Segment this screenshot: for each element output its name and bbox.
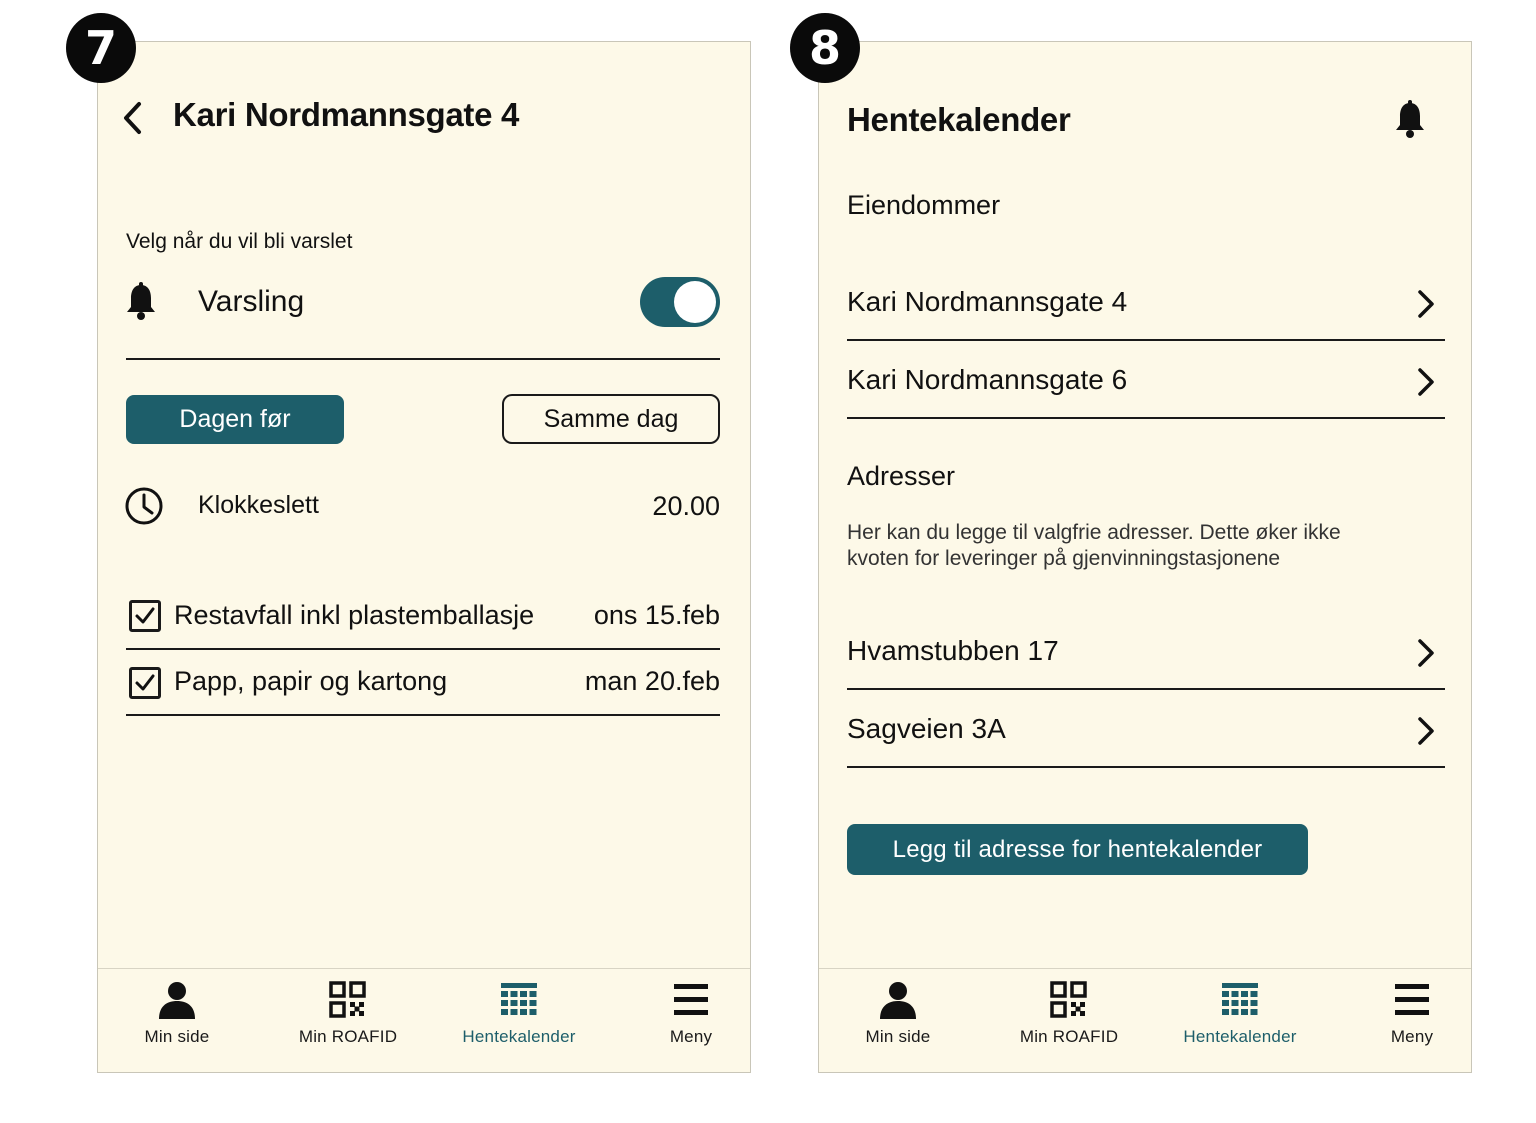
addresses-info-line: kvoten for leveringer på gjenvinningstasjonene: [847, 547, 1281, 570]
time-label: Klokkeslett: [198, 491, 319, 519]
waste-checkbox-restavfall[interactable]: [129, 600, 161, 632]
chevron-right-icon: [1415, 288, 1437, 320]
address-row[interactable]: [847, 627, 1445, 689]
divider: [847, 766, 1445, 768]
property-row[interactable]: [847, 356, 1445, 418]
screen-hentekalender: [818, 41, 1472, 1073]
calendar-grid-icon: [1220, 981, 1260, 1019]
nav-label: Min ROAFID: [1019, 1027, 1119, 1046]
qr-code-icon: [328, 981, 368, 1019]
back-button[interactable]: [118, 98, 148, 138]
nav-item-hentekalender[interactable]: [1165, 969, 1315, 1073]
nav-item-min-roafid[interactable]: [273, 969, 423, 1073]
property-label: Kari Nordmannsgate 6: [847, 364, 1128, 395]
notify-prompt: Velg når du vil bli varslet: [126, 230, 353, 253]
step-badge-7: 7: [66, 13, 136, 83]
properties-heading: Eiendommer: [847, 190, 1001, 220]
varsling-toggle[interactable]: [640, 277, 720, 327]
qr-code-icon: [1049, 981, 1089, 1019]
bottom-nav: [819, 968, 1471, 1073]
option-day-before-button[interactable]: Dagen før: [126, 395, 344, 444]
person-icon: [157, 981, 197, 1019]
page-title: Hentekalender: [847, 101, 1071, 138]
nav-label: Min ROAFID: [298, 1027, 398, 1046]
screen-notification-settings: [97, 41, 751, 1073]
address-label: Sagveien 3A: [847, 713, 1006, 744]
waste-label: Papp, papir og kartong: [174, 666, 448, 696]
nav-item-meny[interactable]: [1337, 969, 1472, 1073]
property-label: Kari Nordmannsgate 4: [847, 286, 1128, 317]
waste-date: ons 15.feb: [593, 600, 720, 630]
nav-label: Meny: [1390, 1027, 1434, 1046]
addresses-info-line: Her kan du legge til valgfrie adresser. Dette øker ikke: [847, 521, 1341, 544]
option-same-day-button[interactable]: Samme dag: [502, 394, 720, 444]
nav-label: Min side: [144, 1027, 210, 1046]
nav-item-min-side[interactable]: [102, 969, 252, 1073]
hamburger-menu-icon: [1392, 981, 1432, 1019]
time-value[interactable]: 20.00: [652, 491, 720, 521]
nav-label: Hentekalender: [1183, 1027, 1297, 1046]
bell-icon: [124, 282, 158, 322]
waste-date: man 20.feb: [584, 666, 720, 696]
checkmark-icon: [132, 670, 158, 696]
page-title: Kari Nordmannsgate 4: [173, 96, 520, 133]
nav-item-meny[interactable]: [616, 969, 751, 1073]
person-icon: [878, 981, 918, 1019]
divider: [847, 339, 1445, 341]
checkmark-icon: [132, 603, 158, 629]
bottom-nav: [98, 968, 750, 1073]
chevron-right-icon: [1415, 366, 1437, 398]
nav-label: Hentekalender: [462, 1027, 576, 1046]
address-label: Hvamstubben 17: [847, 635, 1059, 666]
chevron-right-icon: [1415, 715, 1437, 747]
waste-checkbox-papp[interactable]: [129, 667, 161, 699]
chevron-left-icon: [118, 98, 148, 138]
step-badge-8: 8: [790, 13, 860, 83]
clock-icon: [124, 486, 164, 526]
divider: [847, 688, 1445, 690]
add-address-button[interactable]: Legg til adresse for hentekalender: [847, 824, 1308, 875]
nav-item-hentekalender[interactable]: [444, 969, 594, 1073]
addresses-info: [847, 520, 1341, 572]
nav-label: Min side: [865, 1027, 931, 1046]
bell-icon[interactable]: [1393, 100, 1427, 140]
divider: [847, 417, 1445, 419]
chevron-right-icon: [1415, 637, 1437, 669]
divider: [126, 358, 720, 360]
nav-label: Meny: [669, 1027, 713, 1046]
address-row[interactable]: [847, 705, 1445, 767]
toggle-knob: [674, 281, 716, 323]
hamburger-menu-icon: [671, 981, 711, 1019]
addresses-heading: Adresser: [847, 461, 956, 491]
property-row[interactable]: [847, 278, 1445, 340]
calendar-grid-icon: [499, 981, 539, 1019]
nav-item-min-roafid[interactable]: [994, 969, 1144, 1073]
waste-label: Restavfall inkl plastemballasje: [174, 600, 535, 630]
divider: [126, 714, 720, 716]
nav-item-min-side[interactable]: [823, 969, 973, 1073]
divider: [126, 648, 720, 650]
varsling-label: Varsling: [198, 285, 305, 318]
